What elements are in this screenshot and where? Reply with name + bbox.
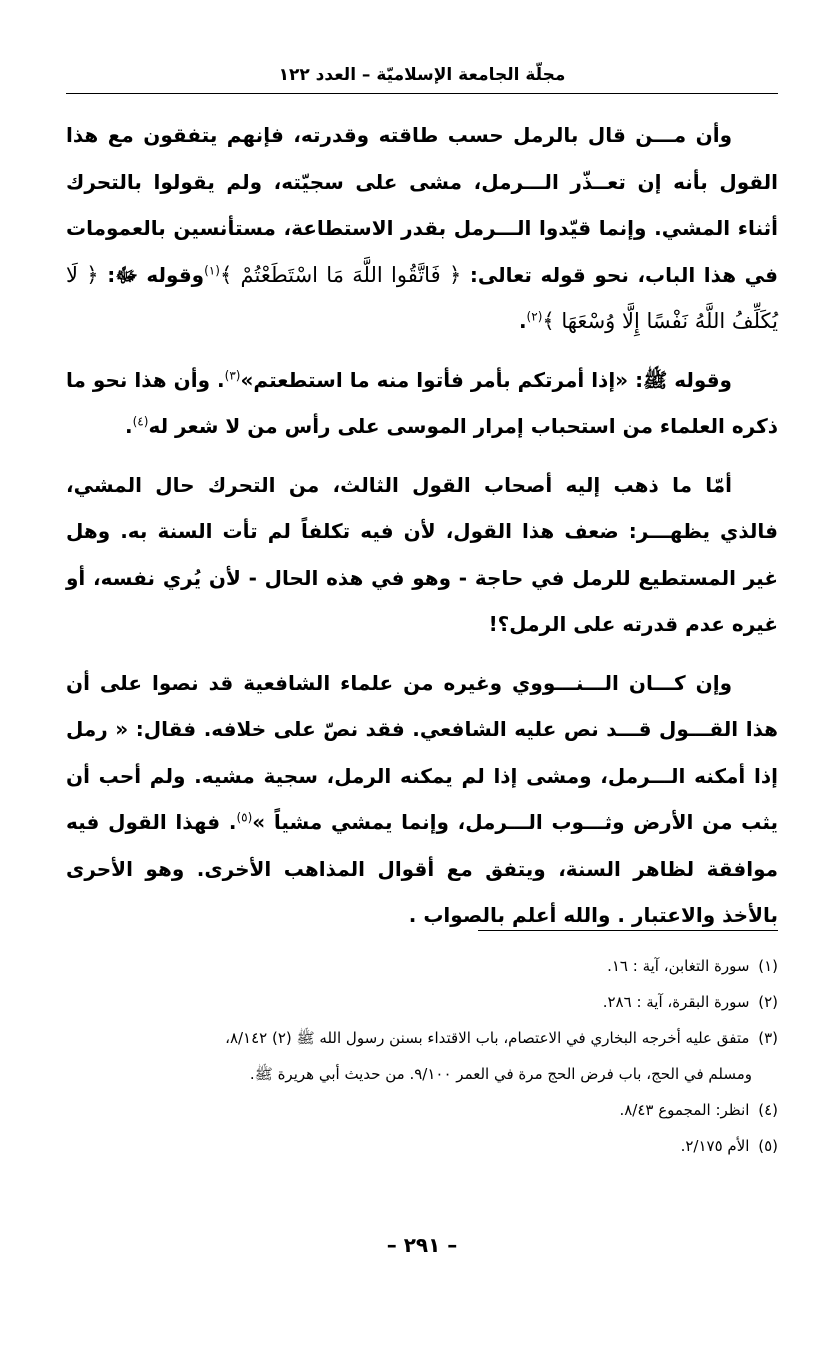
footnote-number: (٥)	[758, 1137, 778, 1155]
paragraph-text: أمّا ما ذهب إليه أصحاب القول الثالث، من التحرك حال المشي، فالذي يظهـــر: ضعف هذا القول، لأن فيه تكلفاً لم تأت السنة به. وهل غير المستطيع للرمل في حاجة - وهو في هذه الحال - لأن يُري نفسه، أو غيره عدم قدرته على الرمل؟!	[66, 472, 778, 636]
footnote-text: سورة التغابن، آية : ١٦.	[607, 957, 750, 975]
footnote-number: (٤)	[758, 1101, 778, 1119]
footnotes-list	[66, 948, 778, 1164]
quran-verse: ﴿ فَاتَّقُوا اللَّهَ مَا اسْتَطَعْتُمْ ﴾	[219, 262, 462, 287]
footnote-continuation: ومسلم في الحج، باب فرض الحج مرة في العمر ٩/١٠٠. من حديث أبي هريرة ﷺ.	[249, 1065, 752, 1083]
paragraph-text: .	[518, 309, 527, 333]
footnote-text: الأم ٢/١٧٥.	[680, 1137, 750, 1155]
paragraph-text: . وأن هذا نحو ما ذكره العلماء من استحباب إمرار الموسى على رأس من لا شعر له	[66, 367, 778, 438]
footnote-5	[66, 1128, 778, 1164]
footnote-2	[66, 984, 778, 1020]
header-rule	[66, 93, 778, 94]
footnote-3	[66, 1020, 778, 1092]
paragraph-4	[66, 660, 778, 939]
footnote-text: انظر: المجموع ٨/٤٣.	[619, 1101, 750, 1119]
footnote-ref-3[interactable]: (٣)	[224, 367, 241, 382]
paragraph-text: وقوله ﷻ:	[98, 262, 205, 287]
paragraph-text: وقوله ﷺ: «إذا أمرتكم بأمر فأتوا منه ما استطعتم»	[240, 367, 732, 392]
paragraph-text: وأن مـــن قال بالرمل حسب طاقته وقدرته، فإنهم يتفقون مع هذا القول بأنه إن تعــذّر الـــرمل، مشى على سجيّته، ولم يقولوا بالتحرك أثناء المشي. وإنما قيّدوا الـــرمل بقدر الاستطاعة، مستأنسين بالعمومات في هذا الباب، نحو قوله تعالى:	[66, 123, 778, 287]
footnote-number: (٣)	[758, 1029, 778, 1047]
footnote-text: متفق عليه أخرجه البخاري في الاعتصام، باب الاقتداء بسنن رسول الله ﷺ (٢) ٨/١٤٢،	[225, 1029, 750, 1047]
paragraph-text: .	[125, 414, 133, 438]
paragraph-1	[66, 112, 778, 345]
footnote-number: (٢)	[758, 993, 778, 1011]
footnote-ref-5[interactable]: (٥)	[236, 810, 253, 825]
footnote-ref-1[interactable]: (١)	[204, 262, 220, 277]
main-text	[66, 112, 778, 939]
paragraph-3	[66, 462, 778, 648]
page-number: – ٢٩١ –	[386, 1233, 458, 1257]
footnote-number: (١)	[758, 957, 778, 975]
footnote-1	[66, 948, 778, 984]
footnote-4	[66, 1092, 778, 1128]
footnote-ref-4[interactable]: (٤)	[132, 414, 149, 429]
footnote-ref-2[interactable]: (٢)	[526, 309, 543, 324]
running-header: مجلّة الجامعة الإسلاميّة – العدد ١٢٢	[278, 65, 566, 85]
paragraph-2	[66, 357, 778, 450]
footnote-rule	[478, 930, 778, 931]
footnote-text: سورة البقرة، آية : ٢٨٦.	[602, 993, 750, 1011]
quran-verse: ﴿ لَا يُكَلِّفُ اللَّهُ نَفْسًا إِلَّا وُسْعَهَا ﴾	[66, 262, 778, 333]
document-page	[66, 60, 778, 1320]
paragraph-text: وإن كـــان الـــنـــووي وغيره من علماء الشافعية قد نصوا على أن هذا القـــول قـــد نص عليه الشافعي. فقد نصّ على خلافه. فقال: « رمل إذا أمكنه الـــرمل، ومشى إذا لم يمكنه الرمل، سجية مشيه. ولم أحب أن يثب من الأرض وثـــوب الـــرمل، وإنما يمشي مشياً »	[66, 670, 779, 834]
paragraph-text: . فهذا القول فيه موافقة لظاهر السنة، ويتفق مع أقوال المذاهب الأخرى. وهو الأحرى بالأخذ والاعتبار . والله أعلم بالصواب .	[66, 810, 778, 927]
